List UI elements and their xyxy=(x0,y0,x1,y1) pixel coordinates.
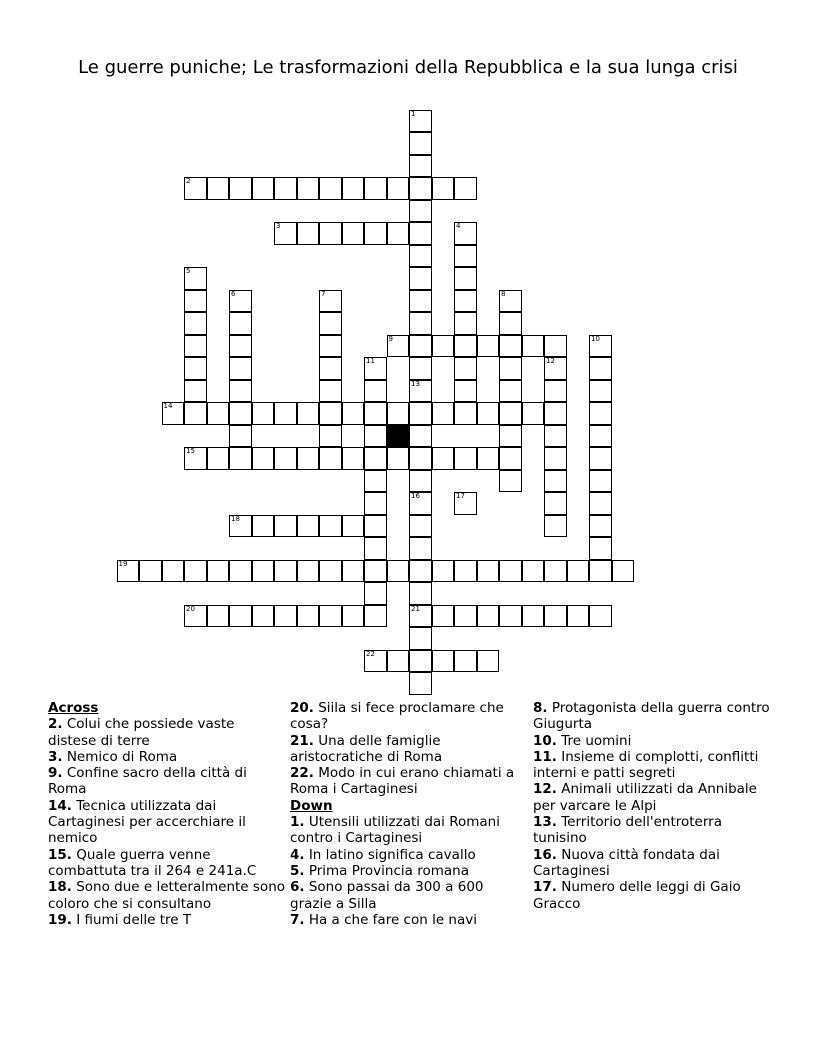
grid-cell[interactable] xyxy=(229,290,252,313)
grid-cell[interactable] xyxy=(342,515,365,538)
grid-cell[interactable] xyxy=(499,560,522,583)
grid-cell[interactable] xyxy=(409,470,432,493)
cell-number: 14 xyxy=(163,402,173,410)
grid-cell[interactable] xyxy=(184,560,207,583)
clue-number: 3. xyxy=(48,748,63,765)
grid-cell[interactable] xyxy=(409,245,432,268)
grid-cell[interactable] xyxy=(409,267,432,290)
clue-text: Colui che possiede vaste distese di terre xyxy=(48,716,235,749)
grid-cell[interactable] xyxy=(544,605,567,628)
grid-cell[interactable] xyxy=(544,515,567,538)
clue-number: 19. xyxy=(48,911,72,928)
grid-cell[interactable] xyxy=(589,335,612,358)
grid-cell[interactable] xyxy=(499,402,522,425)
clue-text: Siila si fece proclamare che cosa? xyxy=(290,700,504,733)
grid-cell[interactable] xyxy=(319,447,342,470)
grid-cell[interactable] xyxy=(454,222,477,245)
clue-across-18 xyxy=(48,879,286,912)
grid-cell[interactable] xyxy=(522,605,545,628)
grid-cell[interactable] xyxy=(387,402,410,425)
grid-cell[interactable] xyxy=(522,560,545,583)
clue-text: Territorio dell'entroterra tunisino xyxy=(533,814,722,847)
clue-number: 1. xyxy=(290,814,305,831)
clues-column-3 xyxy=(533,700,771,912)
grid-cell[interactable] xyxy=(477,605,500,628)
grid-cell[interactable] xyxy=(454,560,477,583)
grid-cell[interactable] xyxy=(229,312,252,335)
grid-cell[interactable] xyxy=(544,560,567,583)
cell-number: 7 xyxy=(321,289,326,298)
clue-text: Sono due e letteralmente sono coloro che si consultano xyxy=(48,879,286,912)
grid-cell[interactable] xyxy=(589,357,612,380)
grid-cell[interactable] xyxy=(342,402,365,425)
grid-cell[interactable] xyxy=(364,357,387,380)
cell-number: 3 xyxy=(276,222,281,230)
clue-number: 20. xyxy=(290,700,314,716)
grid-cell[interactable] xyxy=(477,560,500,583)
grid-cell[interactable] xyxy=(364,560,387,583)
grid-cell[interactable] xyxy=(229,515,252,538)
grid-cell[interactable] xyxy=(319,402,342,425)
cell-number: 12 xyxy=(546,357,555,365)
grid-cell[interactable] xyxy=(319,312,342,335)
grid-cell[interactable] xyxy=(364,177,387,200)
grid-cell[interactable] xyxy=(409,515,432,538)
grid-cell[interactable] xyxy=(589,492,612,515)
grid-cell[interactable] xyxy=(454,312,477,335)
grid-cell[interactable] xyxy=(364,425,387,448)
grid-cell[interactable] xyxy=(387,650,410,673)
clue-across-9 xyxy=(48,765,286,798)
grid-cell[interactable] xyxy=(229,335,252,358)
grid-cell[interactable] xyxy=(342,447,365,470)
clue-across-21 xyxy=(290,733,528,766)
grid-cell[interactable] xyxy=(432,177,455,200)
grid-cell[interactable] xyxy=(387,560,410,583)
grid-cell[interactable] xyxy=(184,380,207,403)
grid-cell[interactable] xyxy=(207,605,230,628)
grid-cell[interactable] xyxy=(252,177,275,200)
grid-cell[interactable] xyxy=(364,380,387,403)
cell-number: 8 xyxy=(501,289,506,298)
cell-number: 22 xyxy=(366,649,375,658)
grid-cell[interactable] xyxy=(117,560,140,583)
grid-cell[interactable] xyxy=(364,447,387,470)
cell-number: 9 xyxy=(388,334,393,343)
clue-number: 7. xyxy=(290,911,305,928)
cell-number: 4 xyxy=(456,222,461,230)
grid-cell[interactable] xyxy=(387,177,410,200)
grid-cell[interactable] xyxy=(454,245,477,268)
grid-cell[interactable] xyxy=(319,290,342,313)
grid-cell[interactable] xyxy=(409,582,432,605)
grid-cell[interactable] xyxy=(409,627,432,650)
grid-cell[interactable] xyxy=(499,290,522,313)
grid-cell[interactable] xyxy=(409,672,432,695)
grid-cell[interactable] xyxy=(229,425,252,448)
clue-number: 11. xyxy=(533,748,557,765)
grid-cell[interactable] xyxy=(252,605,275,628)
clue-number: 2. xyxy=(48,716,63,733)
cell-number: 5 xyxy=(186,267,191,275)
cell-number: 18 xyxy=(231,514,240,523)
grid-cell[interactable] xyxy=(297,605,320,628)
grid-cell[interactable] xyxy=(342,177,365,200)
cell-number: 13 xyxy=(411,379,420,388)
grid-cell[interactable] xyxy=(409,605,432,628)
grid-cell[interactable] xyxy=(589,425,612,448)
grid-cell[interactable] xyxy=(252,515,275,538)
grid-cell[interactable] xyxy=(589,380,612,403)
clue-text: Ha a che fare con le navi xyxy=(308,911,478,928)
grid-cell[interactable] xyxy=(184,335,207,358)
clue-text: Sono passai da 300 a 600 grazie a Silla xyxy=(290,879,484,912)
clue-number: 9. xyxy=(48,765,63,782)
grid-cell[interactable] xyxy=(432,335,455,358)
grid-cell[interactable] xyxy=(454,335,477,358)
grid-cell[interactable] xyxy=(544,402,567,425)
grid-cell[interactable] xyxy=(229,447,252,470)
clue-text: Prima Provincia romana xyxy=(308,862,469,879)
grid-cell[interactable] xyxy=(364,537,387,560)
clue-number: 18. xyxy=(48,879,72,896)
clue-number: 6. xyxy=(290,879,305,896)
grid-cell[interactable] xyxy=(409,155,432,178)
grid-cell[interactable] xyxy=(589,515,612,538)
grid-cell[interactable] xyxy=(589,560,612,583)
grid-cell[interactable] xyxy=(342,560,365,583)
grid-cell[interactable] xyxy=(522,402,545,425)
grid-cell[interactable] xyxy=(274,515,297,538)
grid-cell[interactable] xyxy=(184,402,207,425)
grid-cell[interactable] xyxy=(409,110,432,133)
clue-across-19 xyxy=(48,912,286,928)
clues-column-1 xyxy=(48,700,286,928)
grid-cell[interactable] xyxy=(477,335,500,358)
grid-cell[interactable] xyxy=(184,267,207,290)
grid-cell[interactable] xyxy=(207,447,230,470)
across-heading: Across xyxy=(48,700,99,716)
grid-cell[interactable] xyxy=(499,335,522,358)
grid-cell[interactable] xyxy=(409,200,432,223)
clue-number: 22. xyxy=(290,765,314,782)
grid-cell[interactable] xyxy=(229,177,252,200)
grid-cell[interactable] xyxy=(409,222,432,245)
grid-cell[interactable] xyxy=(432,447,455,470)
grid-cell[interactable] xyxy=(409,335,432,358)
clue-number: 4. xyxy=(290,846,305,863)
grid-cell[interactable] xyxy=(297,402,320,425)
grid-cell[interactable] xyxy=(364,582,387,605)
clue-number: 8. xyxy=(533,700,548,716)
clue-down-16 xyxy=(533,847,771,880)
grid-cell[interactable] xyxy=(252,560,275,583)
grid-cell[interactable] xyxy=(432,650,455,673)
grid-cell[interactable] xyxy=(319,560,342,583)
grid-cell[interactable] xyxy=(589,537,612,560)
clue-text: In latino significa cavallo xyxy=(308,846,476,863)
grid-cell[interactable] xyxy=(589,447,612,470)
grid-cell[interactable] xyxy=(544,335,567,358)
grid-cell[interactable] xyxy=(319,515,342,538)
clue-text: Numero delle leggi di Gaio Gracco xyxy=(533,879,741,912)
grid-cell[interactable] xyxy=(454,290,477,313)
clue-down-5 xyxy=(290,863,528,879)
grid-cell[interactable] xyxy=(544,425,567,448)
clue-down-8 xyxy=(533,700,771,733)
clue-text: Utensili utilizzati dai Romani contro i Cartaginesi xyxy=(290,814,500,847)
grid-cell[interactable] xyxy=(409,402,432,425)
grid-cell[interactable] xyxy=(454,605,477,628)
cell-number: 20 xyxy=(186,604,195,613)
grid-cell[interactable] xyxy=(229,560,252,583)
grid-cell[interactable] xyxy=(364,605,387,628)
grid-cell[interactable] xyxy=(409,425,432,448)
grid-cell[interactable] xyxy=(252,402,275,425)
grid-cell[interactable] xyxy=(387,447,410,470)
clue-number: 15. xyxy=(48,846,72,863)
cell-number: 6 xyxy=(231,289,236,298)
clue-down-6 xyxy=(290,879,528,912)
grid-cell[interactable] xyxy=(229,357,252,380)
grid-cell[interactable] xyxy=(409,492,432,515)
clue-number: 5. xyxy=(290,862,305,879)
grid-cell[interactable] xyxy=(499,470,522,493)
clue-across-3 xyxy=(48,749,286,765)
grid-cell[interactable] xyxy=(319,380,342,403)
grid-cell[interactable] xyxy=(454,492,477,515)
grid-cell[interactable] xyxy=(409,560,432,583)
grid-cell[interactable] xyxy=(319,425,342,448)
grid-cell[interactable] xyxy=(364,492,387,515)
clue-text: I fiumi delle tre T xyxy=(76,911,192,928)
grid-cell[interactable] xyxy=(319,357,342,380)
grid-cell[interactable] xyxy=(162,402,185,425)
grid-cell[interactable] xyxy=(409,537,432,560)
grid-cell[interactable] xyxy=(477,402,500,425)
grid-cell[interactable] xyxy=(274,402,297,425)
grid-cell[interactable] xyxy=(319,605,342,628)
grid-cell[interactable] xyxy=(184,447,207,470)
clue-down-12 xyxy=(533,781,771,814)
clue-text: Insieme di complotti, conflitti interni e patti segreti xyxy=(533,748,759,782)
grid-cell[interactable] xyxy=(342,605,365,628)
grid-cell[interactable] xyxy=(297,447,320,470)
grid-cell[interactable] xyxy=(319,177,342,200)
grid-cell[interactable] xyxy=(454,267,477,290)
grid-cell[interactable] xyxy=(499,447,522,470)
clue-text: Quale guerra venne combattuta tra il 264 e 241a.C xyxy=(48,846,257,879)
grid-cell[interactable] xyxy=(297,515,320,538)
page-title: Le guerre puniche; Le trasformazioni della Repubblica e la sua lunga crisi xyxy=(78,57,738,78)
grid-cell[interactable] xyxy=(589,605,612,628)
grid-cell[interactable] xyxy=(364,402,387,425)
grid-cell[interactable] xyxy=(432,402,455,425)
grid-cell[interactable] xyxy=(319,222,342,245)
grid-cell[interactable] xyxy=(499,357,522,380)
grid-cell[interactable] xyxy=(319,335,342,358)
grid-cell[interactable] xyxy=(207,177,230,200)
grid-cell[interactable] xyxy=(409,290,432,313)
grid-cell[interactable] xyxy=(454,380,477,403)
grid-cell[interactable] xyxy=(409,312,432,335)
clue-down-13 xyxy=(533,814,771,847)
cell-number: 2 xyxy=(186,177,191,185)
grid-cell[interactable] xyxy=(454,650,477,673)
clue-number: 12. xyxy=(533,781,557,798)
grid-cell[interactable] xyxy=(139,560,162,583)
clue-text: Una delle famiglie aristocratiche di Roma xyxy=(290,732,443,765)
clue-text: Nemico di Roma xyxy=(66,748,178,765)
grid-cell[interactable] xyxy=(454,447,477,470)
grid-cell[interactable] xyxy=(274,605,297,628)
grid-cell[interactable] xyxy=(544,492,567,515)
clue-text: Protagonista della guerra contro Giugurta xyxy=(533,700,770,733)
clue-text: Nuova città fondata dai Cartaginesi xyxy=(533,846,720,879)
clue-text: Tre uomini xyxy=(561,732,632,749)
grid-cell[interactable] xyxy=(477,447,500,470)
grid-cell[interactable] xyxy=(589,470,612,493)
clues-column-2 xyxy=(290,700,528,928)
down-heading: Down xyxy=(290,797,333,814)
grid-cell[interactable] xyxy=(229,605,252,628)
cell-number: 10 xyxy=(591,334,600,343)
grid-cell[interactable] xyxy=(229,402,252,425)
grid-cell[interactable] xyxy=(342,222,365,245)
grid-cell[interactable] xyxy=(184,312,207,335)
grid-cell[interactable] xyxy=(409,357,432,380)
grid-cell[interactable] xyxy=(409,650,432,673)
grid-cell[interactable] xyxy=(274,447,297,470)
grid-cell[interactable] xyxy=(409,380,432,403)
clue-down-11 xyxy=(533,749,771,782)
clue-across-14 xyxy=(48,798,286,847)
cell-number: 15 xyxy=(186,447,195,455)
grid-cell[interactable] xyxy=(499,312,522,335)
grid-cell[interactable] xyxy=(409,177,432,200)
grid-cell[interactable] xyxy=(364,470,387,493)
clue-number: 16. xyxy=(533,846,557,863)
grid-cell[interactable] xyxy=(432,605,455,628)
grid-cell[interactable] xyxy=(387,335,410,358)
grid-cell[interactable] xyxy=(297,177,320,200)
clue-number: 21. xyxy=(290,732,314,749)
grid-cell[interactable] xyxy=(499,605,522,628)
clue-down-10 xyxy=(533,733,771,749)
grid-cell[interactable] xyxy=(567,605,590,628)
clue-text: Modo in cui erano chiamati a Roma i Cartaginesi xyxy=(290,765,515,798)
clue-across-15 xyxy=(48,847,286,880)
grid-cell[interactable] xyxy=(274,560,297,583)
grid-cell[interactable] xyxy=(477,650,500,673)
grid-cell[interactable] xyxy=(409,132,432,155)
black-cell xyxy=(387,425,410,448)
grid-cell[interactable] xyxy=(162,560,185,583)
grid-cell[interactable] xyxy=(522,335,545,358)
grid-cell[interactable] xyxy=(432,560,455,583)
clue-text: Animali utilizzati da Annibale per varcare le Alpi xyxy=(533,781,757,814)
clue-text: Tecnica utilizzata dai Cartaginesi per accerchiare il nemico xyxy=(48,797,246,847)
grid-cell[interactable] xyxy=(184,357,207,380)
grid-cell[interactable] xyxy=(207,402,230,425)
grid-cell[interactable] xyxy=(454,357,477,380)
grid-cell[interactable] xyxy=(612,560,635,583)
grid-cell[interactable] xyxy=(544,380,567,403)
grid-cell[interactable] xyxy=(364,515,387,538)
cell-number: 11 xyxy=(366,357,375,365)
grid-cell[interactable] xyxy=(454,402,477,425)
clue-down-1 xyxy=(290,814,528,847)
clue-number: 17. xyxy=(533,879,557,896)
clue-down-17 xyxy=(533,879,771,912)
grid-cell[interactable] xyxy=(229,380,252,403)
clue-down-7 xyxy=(290,912,528,928)
clue-text: Confine sacro della città di Roma xyxy=(48,765,247,798)
grid-cell[interactable] xyxy=(544,470,567,493)
grid-cell[interactable] xyxy=(274,222,297,245)
cell-number: 17 xyxy=(456,492,465,500)
grid-cell[interactable] xyxy=(499,380,522,403)
cell-number: 16 xyxy=(411,492,420,500)
grid-cell[interactable] xyxy=(252,447,275,470)
grid-cell[interactable] xyxy=(589,402,612,425)
clue-down-4 xyxy=(290,847,528,863)
clue-number: 14. xyxy=(48,797,72,814)
grid-cell[interactable] xyxy=(184,177,207,200)
cell-number: 1 xyxy=(411,109,416,118)
clue-across-20 xyxy=(290,700,528,733)
grid-cell[interactable] xyxy=(297,560,320,583)
grid-cell[interactable] xyxy=(207,560,230,583)
grid-cell[interactable] xyxy=(499,425,522,448)
grid-cell[interactable] xyxy=(274,177,297,200)
grid-cell[interactable] xyxy=(544,447,567,470)
grid-cell[interactable] xyxy=(364,650,387,673)
grid-cell[interactable] xyxy=(297,222,320,245)
grid-cell[interactable] xyxy=(184,290,207,313)
grid-cell[interactable] xyxy=(454,177,477,200)
clue-number: 10. xyxy=(533,732,557,749)
grid-cell[interactable] xyxy=(387,222,410,245)
grid-cell[interactable] xyxy=(567,560,590,583)
cell-number: 19 xyxy=(118,559,128,568)
clue-number: 13. xyxy=(533,814,557,831)
cell-number: 21 xyxy=(411,604,420,613)
grid-cell[interactable] xyxy=(409,447,432,470)
clue-across-2 xyxy=(48,716,286,749)
clue-across-22 xyxy=(290,765,528,798)
grid-cell[interactable] xyxy=(544,357,567,380)
grid-cell[interactable] xyxy=(184,605,207,628)
grid-cell[interactable] xyxy=(364,222,387,245)
